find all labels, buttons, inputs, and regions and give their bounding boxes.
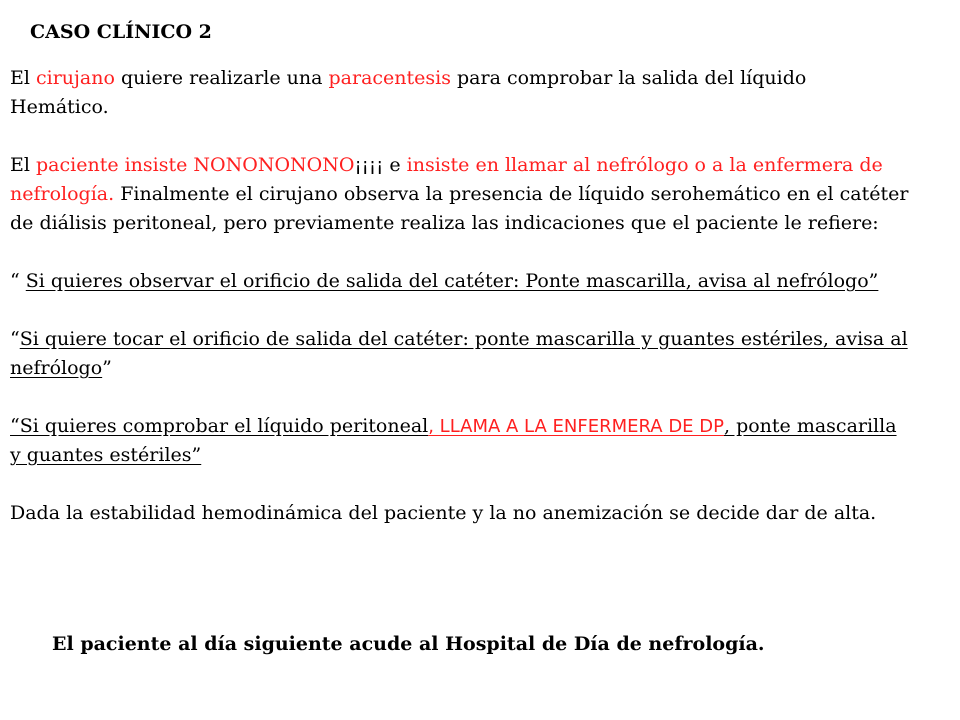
quote-text: , ponte mascarilla y guantes estériles” [10,415,897,466]
highlight-call-nephrologist: insiste en llamar al nefrólogo o a la enfermera de nefrología. [10,154,883,205]
quote-observe-exit-site [10,267,910,296]
text-segment: Finalmente el cirujano observa la presencia de líquido serohemático en el catéter de diálisis peritoneal, pero previamente realiza las indicaciones que el paciente le refiere: [10,183,909,234]
quote-text: Si quieres observar el orificio de salida del catéter: Ponte mascarilla, avisa al nefrólogo” [25,270,879,292]
exclamations: ¡¡¡¡ [354,155,384,176]
spacer [10,296,910,325]
case-text [10,64,910,528]
spacer [10,470,910,499]
text-segment: para comprobar la salida del líquido Hemático. [10,67,807,118]
text-segment: El [10,67,36,89]
paragraph-paracentesis [10,64,910,122]
highlight-patient-insists: paciente insiste NONONONONO [36,154,355,176]
quote-text: Si quiere tocar el orificio de salida del catéter: ponte mascarilla y guantes estériles, avisa al nefrólogo [10,328,908,379]
text-segment: quiere realizarle una [114,67,329,89]
text-segment: El [10,154,36,176]
quote-mark: “ [10,270,26,292]
highlight-paracentesis: paracentesis [328,67,451,89]
quote-text: “Si quieres comprobar el líquido peritoneal [10,415,429,437]
slide-title: CASO CLÍNICO 2 [30,21,212,43]
spacer [10,122,910,151]
spacer [10,383,910,412]
quote-touch-exit-site [10,325,910,383]
quote-mark: ” [102,357,112,379]
highlight-cirujano: cirujano [36,67,115,89]
text-segment: e [383,154,407,176]
quote-check-peritoneal-fluid [10,412,910,470]
paragraph-patient-insists [10,151,910,238]
spacer [10,238,910,267]
footer-note: El paciente al día siguiente acude al Hospital de Día de nefrología. [52,633,765,655]
quote-mark: “ [10,328,20,350]
paragraph-discharge: Dada la estabilidad hemodinámica del paciente y la no anemización se decide dar de alta. [10,502,877,524]
highlight-call-dp-nurse: , LLAMA A LA ENFERMERA DE DP [428,416,724,437]
